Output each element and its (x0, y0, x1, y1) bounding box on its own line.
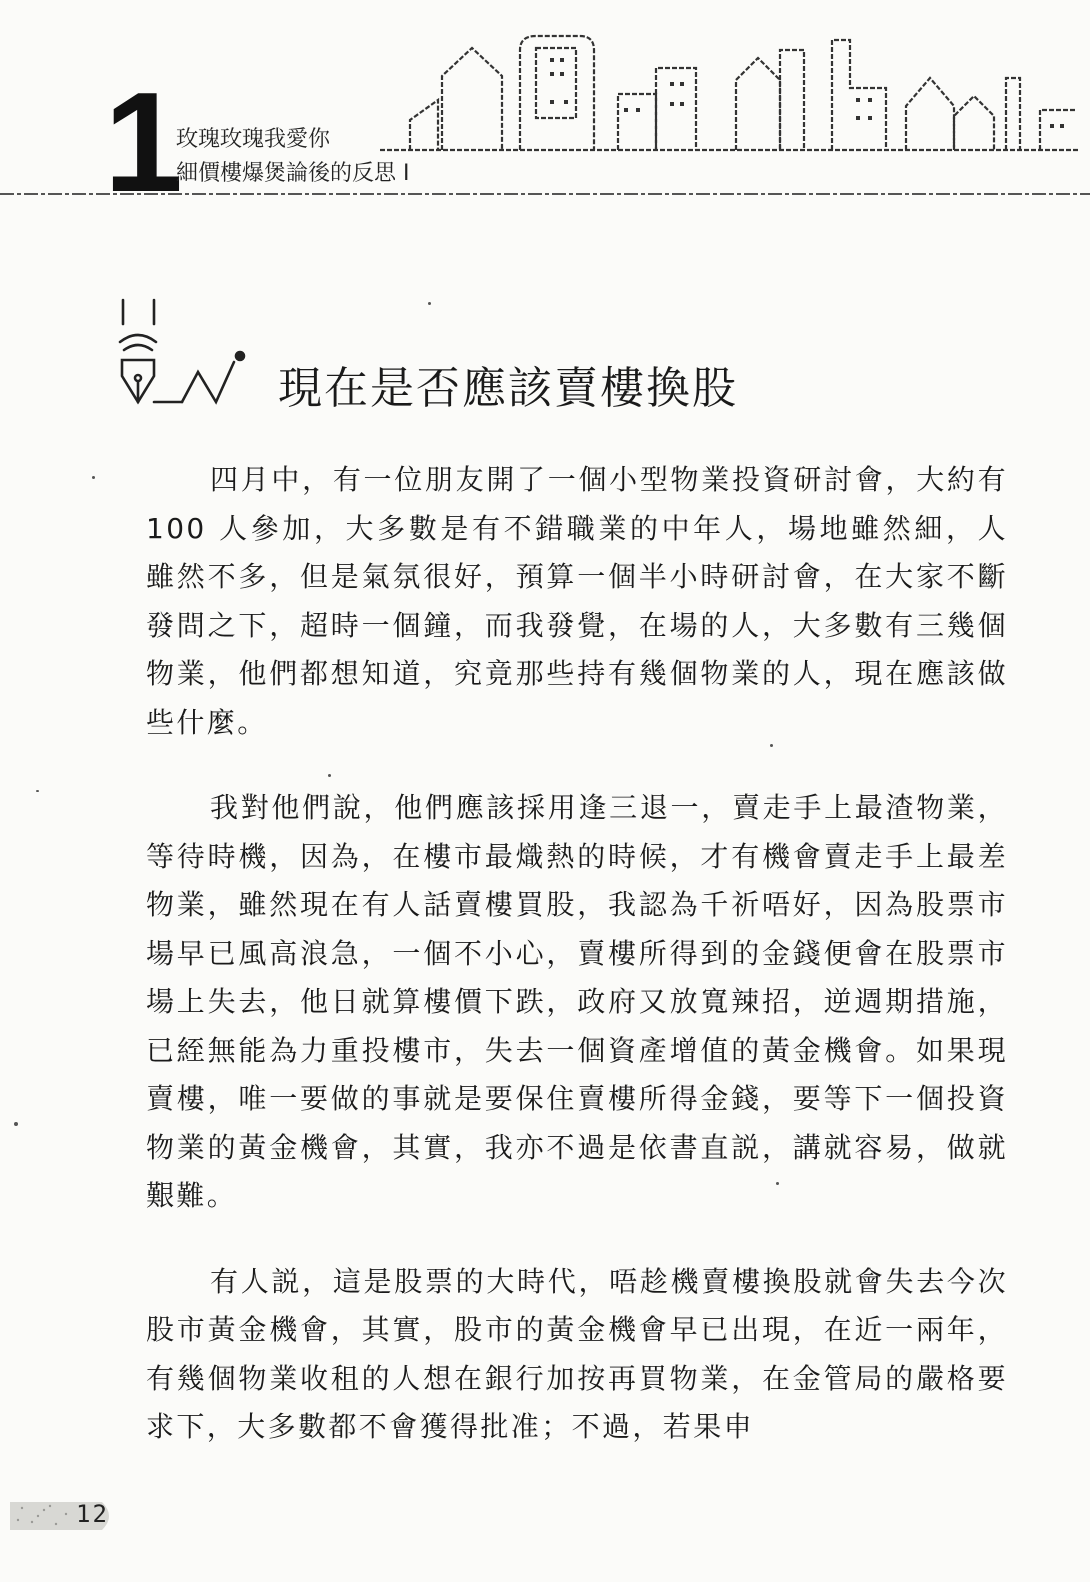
chapter-title: 玫瑰玫瑰我愛你 (176, 127, 331, 152)
fountain-pen-nib-icon (118, 298, 268, 408)
scan-speck (770, 744, 773, 747)
chapter-number: 1 (104, 63, 179, 222)
paragraph-2: 我對他們說，他們應該採用逢三退一，賣走手上最渣物業，等待時機，因為，在樓市最熾熱的時候，才有機會賣走手上最差物業，雖然現在有人話賣樓買股，我認為千祈唔好，因為股票市場早已風高浪急，一個不小心，賣樓所得到的金錢便會在股票市場上失去，他日就算樓價下跌，政府又放寬辣招，逆週期措施，已絰無能為力重投樓市，失去一個資產增值的黃金機會。如果現賣樓，唯一要做的事就是要保住賣樓所得金錢，要等下一個投資物業的黃金機會，其實，我亦不過是依書直説，講就容易，做就艱難。 (146, 791, 1008, 1212)
scan-speck (328, 774, 331, 777)
scan-speck (36, 790, 39, 792)
chapter-subtitle: 細價樓爆煲論後的反思 I (176, 161, 410, 186)
scan-speck (428, 302, 431, 305)
paragraph-1: 四月中，有一位朋友開了一個小型物業投資研討會，大約有 100 人參加，大多數是有不錯職業的中年人，場地雖然細，人雖然不多，但是氣氛很好，預算一個半小時研討會，在大家不斷發問之下，超時一個鐘，而我發覺，在場的人，大多數有三幾個物業，他們都想知道，究竟那些持有幾個物業的人，現在應該做些什麼。 (146, 463, 1008, 739)
article-body (146, 456, 1008, 1489)
paragraph-3: 有人説，這是股票的大時代，唔趁機賣樓換股就會失去今次股市黃金機會，其實，股市的黃金機會早已出現，在近一兩年，有幾個物業收租的人想在銀行加按再買物業，在金管局的嚴格要求下，大多數都不會獲得批准；不過，若果申 (146, 1264, 1008, 1443)
city-skyline-illustration (380, 28, 1080, 168)
scan-speck (14, 1122, 18, 1126)
chapter-header (0, 0, 1090, 222)
section-title: 現在是否應該賣樓換股 (278, 363, 738, 414)
section-heading (118, 298, 978, 418)
scan-speck (92, 476, 95, 479)
page-number-tab (10, 1496, 120, 1536)
scan-speck (776, 1182, 779, 1185)
header-divider (0, 190, 1090, 200)
page-number: 12 (76, 1500, 109, 1528)
